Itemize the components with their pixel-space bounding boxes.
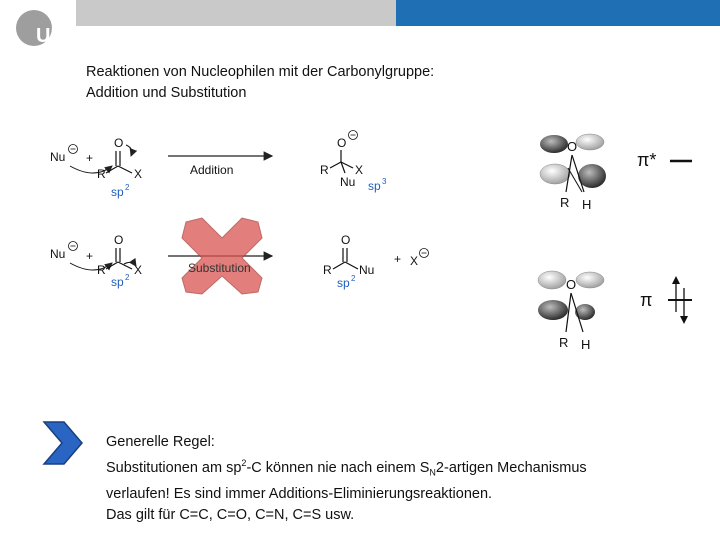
- svg-text:3: 3: [382, 177, 387, 186]
- leaving-group-label: X: [410, 254, 419, 268]
- rule-line-3: verlaufen! Es sind immer Additions-Eliminierungsreaktionen.: [106, 485, 493, 502]
- svg-text:O: O: [114, 233, 124, 247]
- svg-text:R: R: [97, 263, 106, 277]
- svg-text:H: H: [581, 337, 591, 352]
- svg-text:R: R: [323, 263, 332, 277]
- header-bar-gray: [76, 0, 396, 26]
- curved-arrow-icon: [70, 166, 112, 173]
- orbital-pi-diagram: [538, 271, 692, 352]
- svg-text:2: 2: [125, 183, 130, 192]
- svg-text:X: X: [355, 163, 364, 177]
- svg-text:Nu: Nu: [359, 263, 375, 277]
- svg-text:H: H: [582, 197, 592, 212]
- substitution-product: [323, 233, 429, 290]
- svg-text:R: R: [97, 167, 106, 181]
- svg-text:O: O: [337, 136, 347, 150]
- page-title: [86, 62, 434, 104]
- svg-text:O: O: [114, 136, 124, 150]
- title-line-2: Addition und Substitution: [86, 85, 247, 101]
- svg-text:R: R: [320, 163, 329, 177]
- rule-heading: Generelle Regel:: [106, 434, 215, 450]
- svg-text:+: +: [394, 252, 402, 266]
- svg-text:sp: sp: [368, 179, 381, 193]
- rule-line-2: Substitutionen am $sp^2-C$ können nie nach einem $S_N2$-artigen Mechanismus: [106, 458, 587, 478]
- substitution-reactant: [50, 233, 142, 289]
- addition-reactant: [50, 136, 142, 199]
- reaction-scheme: [0, 100, 720, 370]
- addition-label: Addition: [190, 163, 234, 177]
- title-line-1: Reaktionen von Nucleophilen mit der Carbonylgruppe:: [86, 64, 435, 80]
- addition-product: [320, 131, 387, 194]
- svg-text:2: 2: [125, 273, 130, 282]
- svg-text:sp: sp: [111, 275, 124, 289]
- svg-text:O: O: [566, 277, 577, 292]
- chevron-right-icon: [40, 420, 84, 466]
- nucleophile-label: Nu: [50, 247, 66, 261]
- svg-text:R: R: [559, 335, 569, 350]
- rule-line-4: Das gilt für C=C, C=O, C=N, C=S usw.: [106, 506, 355, 523]
- svg-text:X: X: [134, 167, 143, 181]
- substitution-label: Substitution: [188, 261, 251, 275]
- pi-star-label: π*: [637, 150, 657, 170]
- pi-label: π: [640, 290, 653, 310]
- hybridization-label: sp: [111, 185, 124, 199]
- svg-text:O: O: [341, 233, 351, 247]
- general-rule: [106, 432, 587, 526]
- svg-text:sp: sp: [337, 276, 350, 290]
- svg-text:2: 2: [351, 274, 356, 283]
- svg-text:X: X: [134, 263, 143, 277]
- svg-text:+: +: [86, 249, 94, 263]
- svg-text:O: O: [567, 139, 578, 154]
- svg-text:R: R: [560, 195, 570, 210]
- logo-text: UR: [36, 25, 65, 47]
- svg-text:+: +: [86, 151, 94, 165]
- header-bar-blue: [396, 0, 720, 26]
- orbital-pi-star-diagram: [540, 134, 692, 212]
- university-logo: [14, 8, 70, 48]
- svg-text:Nu: Nu: [340, 175, 356, 189]
- curved-arrow-icon: [70, 263, 112, 270]
- nucleophile-label: Nu: [50, 150, 66, 164]
